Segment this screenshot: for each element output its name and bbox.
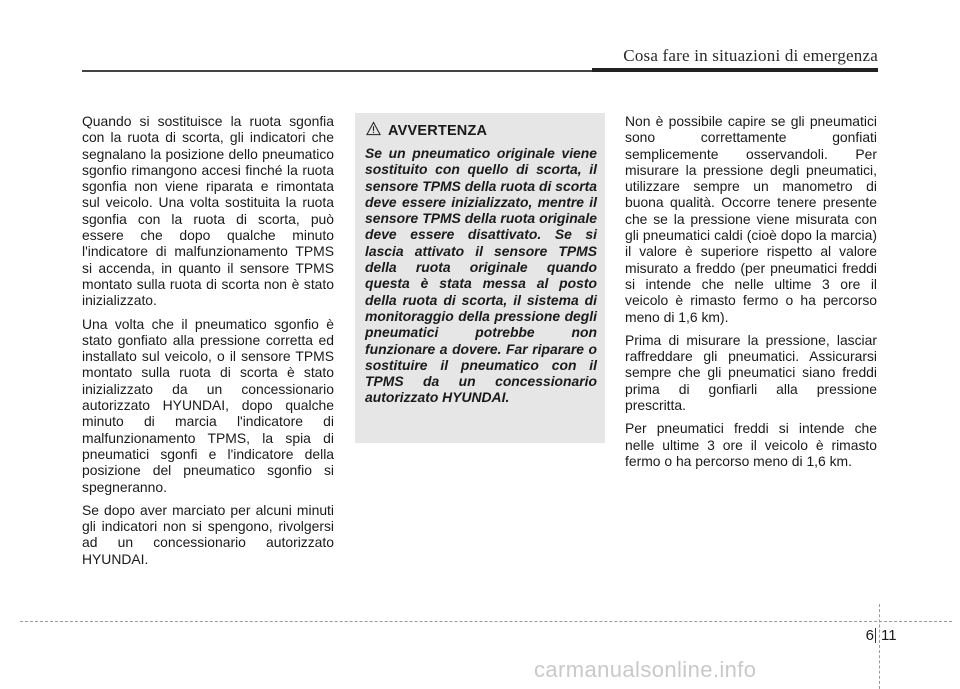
right-paragraph-1: Non è possibile capire se gli pneumatici sono correttamente gonfiati semplicemente osservandoli. Per misurare la pressione degli pneumatici, utilizzare sempre un manometro di buona qualità. Occorre tenere presente che se la pressione viene misurata con gli pneumatici caldi (cioè dopo la marcia) il valore è superiore rispetto al valore misurato a freddo (per pneumatici freddi si intende che nelle ultime 3 ore il veicolo è rimasto fermo o ha percorso meno di 1,6 km). bbox=[625, 113, 877, 325]
section-title: Cosa fare in situazioni di emergenza bbox=[623, 46, 878, 65]
header-rule-accent bbox=[592, 68, 878, 72]
left-column bbox=[82, 113, 334, 574]
page-number-divider bbox=[875, 628, 876, 643]
warning-text: Se un pneumatico originale viene sostituito con quello di scorta, il sensore TPMS della ruota di scorta deve essere inizializzato, mentre il sensore TPMS della ruota originale deve essere disattivato. Se si lascia attivato il sensore TPMS della ruota originale quando questa è stata messa al posto della ruota di scorta, il sistema di monitoraggio della pressione degli pneumatici potrebbe non funzionare a dovere. Far riparare o sostituire il pneumatico con il TPMS da un concessionario autorizzato HYUNDAI. bbox=[365, 145, 597, 406]
footer-dashed-vertical-rule bbox=[879, 604, 880, 689]
footer-dashed-rule bbox=[20, 621, 952, 622]
left-paragraph-1: Quando si sostituisce la ruota sgonfia con la ruota di scorta, gli indicatori che segnalano la posizione dello pneumatico sgonfio rimangono accesi finché la ruota sgonfia non viene riparata e rimontata sul veicolo. Una volta sostituita la ruota sgonfia con la ruota di scorta, può essere che dopo qualche minuto l'indicatore di malfunzionamento TPMS si accenda, in quanto il sensore TPMS montato sulla ruota di scorta non è stato inizializzato. bbox=[82, 113, 334, 309]
left-paragraph-2: Una volta che il pneumatico sgonfio è stato gonfiato alla pressione corretta ed installato sul veicolo, o il sensore TPMS montato sulla ruota di scorta è stato inizializzato da un concessionario autorizzato HYUNDAI, dopo qualche minuto di marcia l'indicatore di malfunzionamento TPMS, la spia di pneumatici sgonfi e l'indicatore della posizione del pneumatico sgonfio si spegneranno. bbox=[82, 315, 334, 495]
page-number: 11 bbox=[881, 627, 897, 644]
watermark: carmanualsonline.info bbox=[534, 657, 757, 682]
right-column bbox=[625, 113, 877, 476]
warning-triangle-icon bbox=[365, 121, 388, 141]
warning-box bbox=[355, 113, 605, 443]
warning-title: AVVERTENZA bbox=[388, 123, 488, 139]
chapter-number: 6 bbox=[865, 627, 874, 644]
right-paragraph-3: Per pneumatici freddi si intende che nelle ultime 3 ore il veicolo è rimasto fermo o ha percorso meno di 1,6 km. bbox=[625, 420, 877, 469]
warning-header bbox=[365, 121, 597, 141]
right-paragraph-2: Prima di misurare la pressione, lasciar raffreddare gli pneumatici. Assicurarsi sempre che gli pneumatici siano freddi prima di gonfiarli alla pressione prescritta. bbox=[625, 331, 877, 414]
left-paragraph-3: Se dopo aver marciato per alcuni minuti gli indicatori non si spengono, rivolgersi ad un concessionario autorizzato HYUNDAI. bbox=[82, 501, 334, 567]
